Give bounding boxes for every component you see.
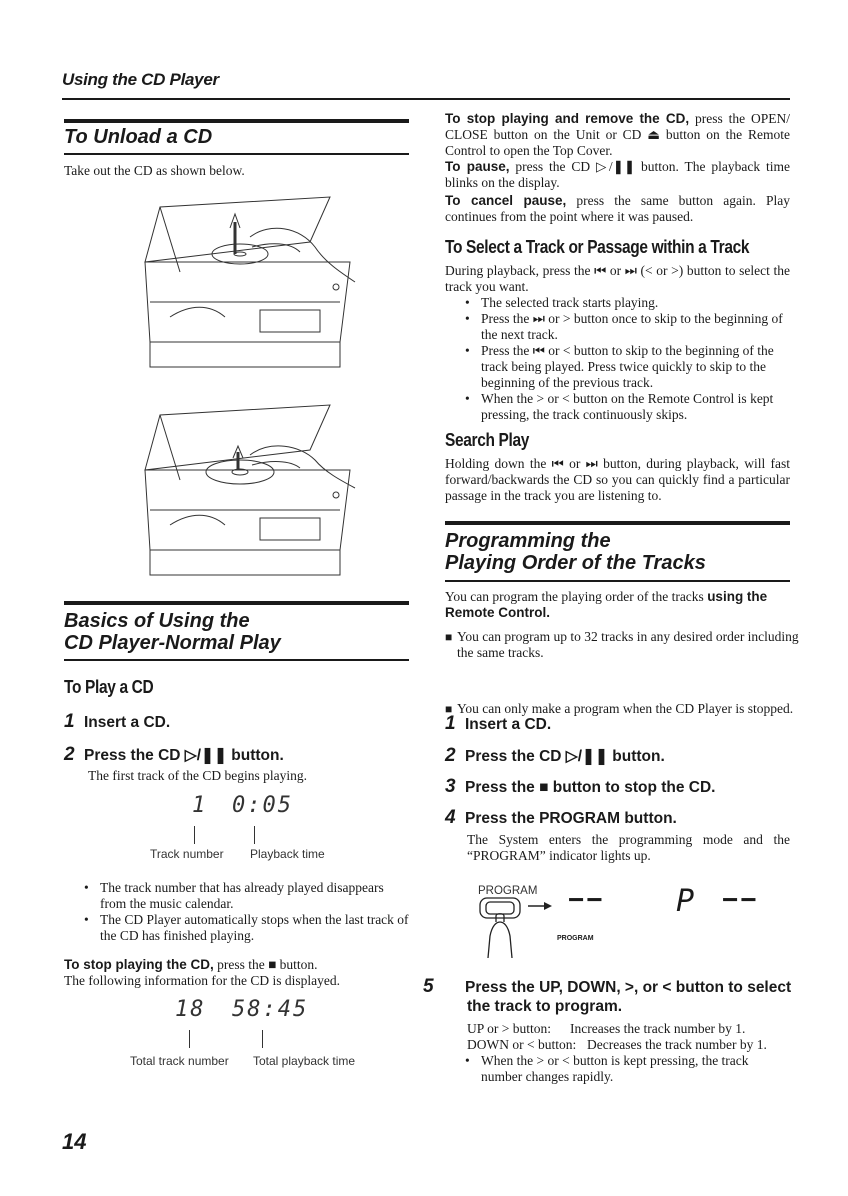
programming-note-2: ■ You can only make a program when the CD Player is stopped. (445, 701, 802, 717)
unload-title: To Unload a CD (64, 126, 213, 148)
program-step-3 (445, 777, 790, 797)
list-item: • Press the ⏮ or < button to skip to the beginning of the track being played. Press twice quickly to skip to the beginning of the previous track. (445, 343, 790, 391)
step-number: 3 (445, 776, 456, 797)
leader-line (189, 1030, 190, 1048)
programming-rule-top (445, 521, 790, 525)
unload-rule-bottom (64, 153, 409, 155)
total-time-caption: Total playback time (253, 1054, 356, 1068)
step-text: Insert a CD. (465, 716, 552, 733)
select-track-heading: To Select a Track or Passage within a Track (445, 237, 750, 257)
program-step-1 (445, 714, 790, 734)
step-5-bullets (445, 1053, 790, 1085)
unload-rule-top (64, 119, 409, 123)
program-step-4-desc: The System enters the programming mode and the “PROGRAM” indicator lights up. (467, 832, 790, 863)
step-text: Press the ■ button to stop the CD. (465, 779, 716, 796)
lcd-total-tracks: 18 (175, 997, 206, 1022)
basics-title-line2: CD Player-Normal Play (64, 632, 281, 654)
step-number: 1 (445, 713, 456, 734)
program-label: PROGRAM (478, 885, 538, 897)
cancel-pause-paragraph (445, 193, 790, 225)
step-number: 2 (64, 744, 75, 765)
header-rule (62, 98, 790, 100)
program-button-illustration (478, 896, 558, 958)
remove-text: press the OPEN/ CLOSE button on the Unit or CD ⏏ button on the Remote Control to open the Top Cover. (445, 111, 790, 158)
unload-intro: Take out the CD as shown below. (64, 163, 245, 178)
step-number: 2 (445, 745, 456, 766)
cancel-text: press the same button again. Play continues from the point where it was paused. (445, 193, 790, 224)
play-bullets (64, 880, 409, 944)
step-text: Press the UP, DOWN, >, or < button to select the track to program. (465, 979, 792, 1015)
cd-unload-illustration-2 (140, 400, 360, 580)
program-step-5 (423, 976, 812, 1016)
basics-title-line1: Basics of Using the (64, 610, 250, 632)
play-step-2 (64, 745, 409, 765)
up-button-desc: Increases the track number by 1. (570, 1021, 746, 1036)
select-track-bullets (445, 295, 790, 423)
list-item: • Press the ⏭ or > button once to skip to the beginning of the next track. (445, 311, 790, 343)
step-text: Press the CD ▷/❚❚ button. (84, 747, 284, 764)
programming-note-1: ■ You can program up to 32 tracks in any desired order including the same tracks. (445, 629, 802, 661)
playback-time-caption: Playback time (250, 847, 325, 861)
list-item: • The selected track starts playing. (445, 295, 790, 311)
search-play-text: Holding down the ⏮ or ⏭ button, during playback, will fast forward/backwards the CD so you can quickly find a particular passage in the track you are listening to. (445, 456, 790, 503)
programming-rule-bottom (445, 580, 790, 582)
step-number: 4 (445, 807, 456, 828)
display-p-dashes: −− (722, 884, 759, 915)
lcd-playback-time: 0:05 (232, 793, 293, 818)
list-item: • When the > or < button is kept pressing, the track number changes rapidly. (445, 1053, 790, 1085)
play-step-1 (64, 712, 409, 732)
stop-info: The following information for the CD is displayed. (64, 973, 340, 988)
remove-cd-paragraph (445, 111, 790, 159)
programming-title-line2: Playing Order of the Tracks (445, 552, 706, 574)
display-dashes: −− (568, 884, 605, 915)
down-button-label: DOWN or < button: (467, 1037, 577, 1052)
remove-lead: To stop playing and remove the CD, (445, 111, 690, 126)
program-step-4 (445, 808, 790, 828)
stop-text: press the ■ button. (213, 957, 318, 972)
intro-text: You can program the playing order of the tracks (445, 589, 708, 604)
play-heading: To Play a CD (64, 677, 154, 697)
down-button-desc: Decreases the track number by 1. (587, 1037, 767, 1052)
programming-title-line1: Programming the (445, 530, 611, 552)
leader-line (254, 826, 255, 844)
step-number: 1 (64, 711, 75, 732)
intro-bold: using the Remote Control. (445, 589, 768, 620)
step-text: Press the CD ▷/❚❚ button. (465, 748, 665, 765)
list-item: • The CD Player automatically stops when the last track of the CD has finished playing. (64, 912, 409, 944)
cd-unload-illustration-1 (140, 192, 360, 372)
program-indicator-small: PROGRAM (557, 935, 594, 942)
step-number: 5 (423, 976, 434, 997)
stop-instruction (64, 957, 409, 973)
up-button-label: UP or > button: (467, 1021, 551, 1036)
pause-paragraph (445, 159, 790, 191)
select-track-intro: During playback, press the ⏮ or ⏭ (< or >) button to select the track you want. (445, 263, 790, 294)
step-text: Insert a CD. (84, 714, 171, 731)
track-number-caption: Track number (150, 847, 224, 861)
pause-lead: To pause, (445, 159, 510, 174)
basics-rule-bottom (64, 659, 409, 661)
program-step-2 (445, 746, 790, 766)
cancel-lead: To cancel pause, (445, 193, 567, 208)
step-text: Press the PROGRAM button. (465, 810, 677, 827)
leader-line (262, 1030, 263, 1048)
lcd-total-time: 58:45 (232, 997, 309, 1022)
leader-line (194, 826, 195, 844)
stop-lead: To stop playing the CD, (64, 957, 214, 972)
pause-text: press the CD ▷/❚❚ button. The playback time blinks on the display. (445, 159, 790, 190)
programming-intro (445, 589, 790, 621)
page-number: 14 (62, 1129, 87, 1154)
lcd-track-number: 1 (192, 793, 208, 818)
search-play-heading: Search Play (445, 430, 529, 450)
page-header: Using the CD Player (62, 70, 219, 89)
list-item: • The track number that has already played disappears from the music calendar. (64, 880, 409, 912)
list-item: • When the > or < button on the Remote Control is kept pressing, the track continuously skips. (445, 391, 790, 423)
total-tracks-caption: Total track number (130, 1054, 229, 1068)
display-p: P (676, 884, 695, 919)
play-step-2-desc: The first track of the CD begins playing. (88, 768, 307, 783)
basics-rule-top (64, 601, 409, 605)
